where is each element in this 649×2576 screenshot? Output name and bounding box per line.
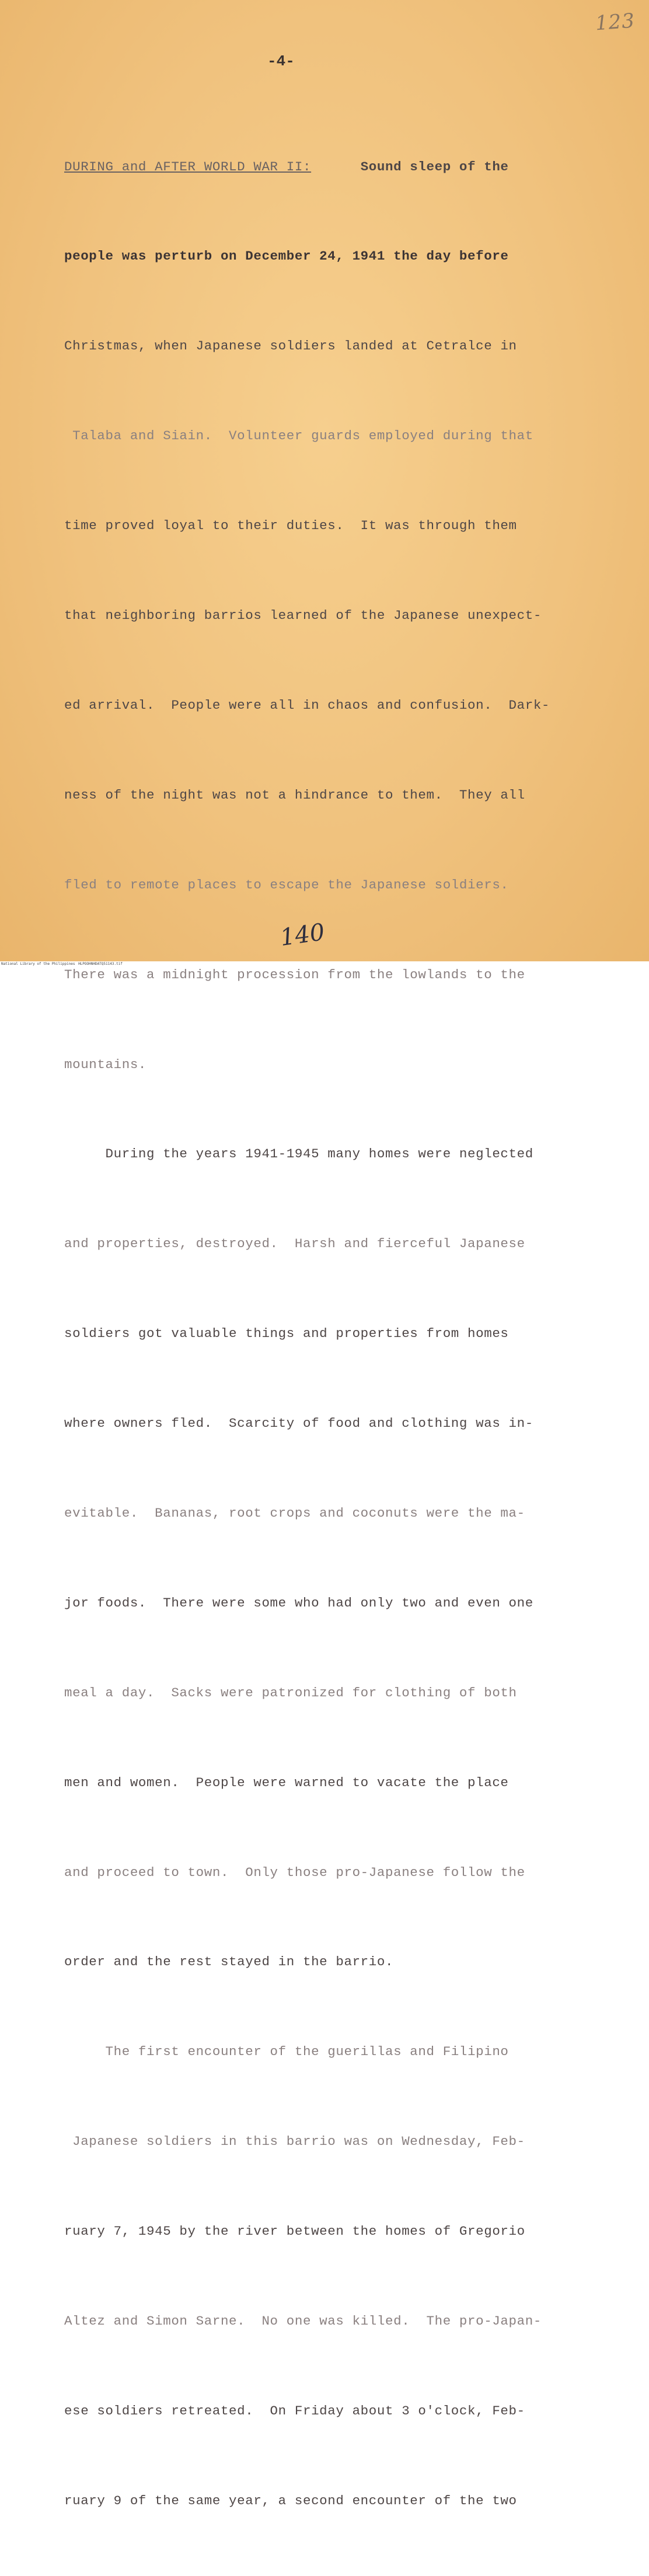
heading-trailing-text: Sound sleep of the <box>311 159 509 174</box>
text-line: jor foods. There were some who had only two and even one <box>64 1595 533 1611</box>
text-line: meal a day. Sacks were patronized for clothing of both <box>64 1685 517 1700</box>
text-line: The first encounter of the guerillas and Filipino <box>64 2044 509 2060</box>
text-line: order and the rest stayed in the barrio. <box>64 1954 394 1970</box>
typed-page-marker: -4- <box>267 52 295 70</box>
text-line: that neighboring barrios learned of the Japanese unexpect- <box>64 608 542 624</box>
text-line: people was perturb on December 24, 1941 the day before <box>64 249 509 264</box>
text-line: mountains. <box>64 1056 147 1072</box>
text-line: Talaba and Siain. Volunteer guards employed during that <box>64 428 533 444</box>
text-line: where owners fled. Scarcity of food and clothing was in- <box>64 1416 533 1432</box>
section-heading: DURING and AFTER WORLD WAR II: <box>64 159 312 174</box>
text-line: ed arrival. People were all in chaos and confusion. Dark- <box>64 697 550 713</box>
handwritten-bottom-number: 140 <box>278 918 327 952</box>
text-line: There was a midnight procession from the lowlands to the <box>64 967 525 982</box>
text-line: ese soldiers retreated. On Friday about 3 o'clock, Feb- <box>64 2403 525 2418</box>
text-line: and proceed to town. Only those pro-Japanese follow the <box>64 1864 525 1880</box>
text-line: Christmas, when Japanese soldiers landed at Cetralce in <box>64 338 517 354</box>
footer-file-id: HLPOOHNHDATQ51143.tif <box>78 962 123 966</box>
text-line: time proved loyal to their duties. It was through them <box>64 518 517 534</box>
text-line: ness of the night was not a hindrance to them. They all <box>64 787 525 803</box>
text-line: During the years 1941-1945 many homes were neglected <box>64 1146 533 1162</box>
text-line: fled to remote places to escape the Japanese soldiers. <box>64 877 509 892</box>
typed-body-text <box>64 92 584 2576</box>
handwritten-page-number: 123 <box>594 9 636 36</box>
text-line: and properties, destroyed. Harsh and fierceful Japanese <box>64 1236 525 1252</box>
text-line: Japanese soldiers in this barrio was on Wednesday, Feb- <box>64 2134 525 2150</box>
scan-footer <box>0 961 649 967</box>
text-line: ruary 7, 1945 by the river between the homes of Gregorio <box>64 2224 525 2239</box>
text-line: evitable. Bananas, root crops and coconuts were the ma- <box>64 1505 525 1521</box>
text-line: Altez and Simon Sarne. No one was killed. The pro-Japan- <box>64 2313 542 2329</box>
text-line: soldiers got valuable things and properties from homes <box>64 1326 509 1342</box>
text-line: men and women. People were warned to vacate the place <box>64 1774 509 1790</box>
heading-line <box>64 152 584 182</box>
footer-library-label: National Library of the Philippines <box>1 962 75 966</box>
text-line: ruary 9 of the same year, a second encounter of the two <box>64 2493 517 2508</box>
